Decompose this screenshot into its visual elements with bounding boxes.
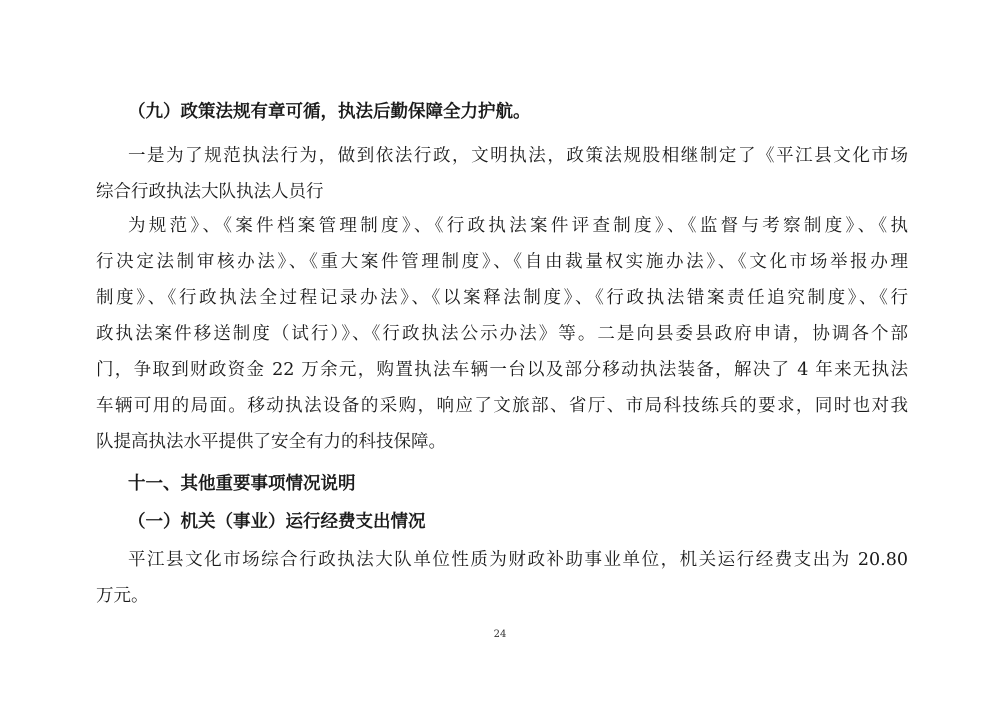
section-eleven-heading: 十一、其他重要事项情况说明 bbox=[128, 474, 356, 494]
paragraph-line: 为规范》、《案件档案管理制度》、《行政执法案件评查制度》、《监督与考察制度》、《执 bbox=[128, 216, 908, 236]
paragraph-line: 制度》、《行政执法全过程记录办法》、《以案释法制度》、《行政执法错案责任追究制度》、《行 bbox=[96, 288, 908, 308]
paragraph-line: 车辆可用的局面。移动执法设备的采购，响应了文旅部、省厅、市局科技练兵的要求，同时也对我 bbox=[96, 396, 908, 416]
subsection-one-heading: （一）机关（事业）运行经费支出情况 bbox=[128, 512, 426, 532]
paragraph-line: 行决定法制审核办法》、《重大案件管理制度》、《自由裁量权实施办法》、《文化市场举报办理 bbox=[96, 252, 908, 272]
paragraph-line: 一是为了规范执法行为，做到依法行政，文明执法，政策法规股相继制定了《平江县文化市场 bbox=[128, 146, 908, 166]
paragraph-line: 万元。 bbox=[96, 586, 149, 606]
paragraph-line: 综合行政执法大队执法人员行 bbox=[96, 182, 324, 202]
paragraph-line: 队提高执法水平提供了安全有力的科技保障。 bbox=[96, 432, 446, 452]
paragraph-line: 政执法案件移送制度（试行）》、《行政执法公示办法》等。二是向县委县政府申请，协调各个部 bbox=[96, 324, 908, 344]
page-number: 24 bbox=[493, 629, 507, 640]
paragraph-line: 平江县文化市场综合行政执法大队单位性质为财政补助事业单位，机关运行经费支出为 20.80 bbox=[128, 550, 908, 570]
paragraph-line: 门，争取到财政资金 22 万余元，购置执法车辆一台以及部分移动执法装备，解决了 4 年来无执法 bbox=[96, 360, 908, 380]
section-nine-heading: （九）政策法规有章可循，执法后勤保障全力护航。 bbox=[128, 102, 531, 122]
